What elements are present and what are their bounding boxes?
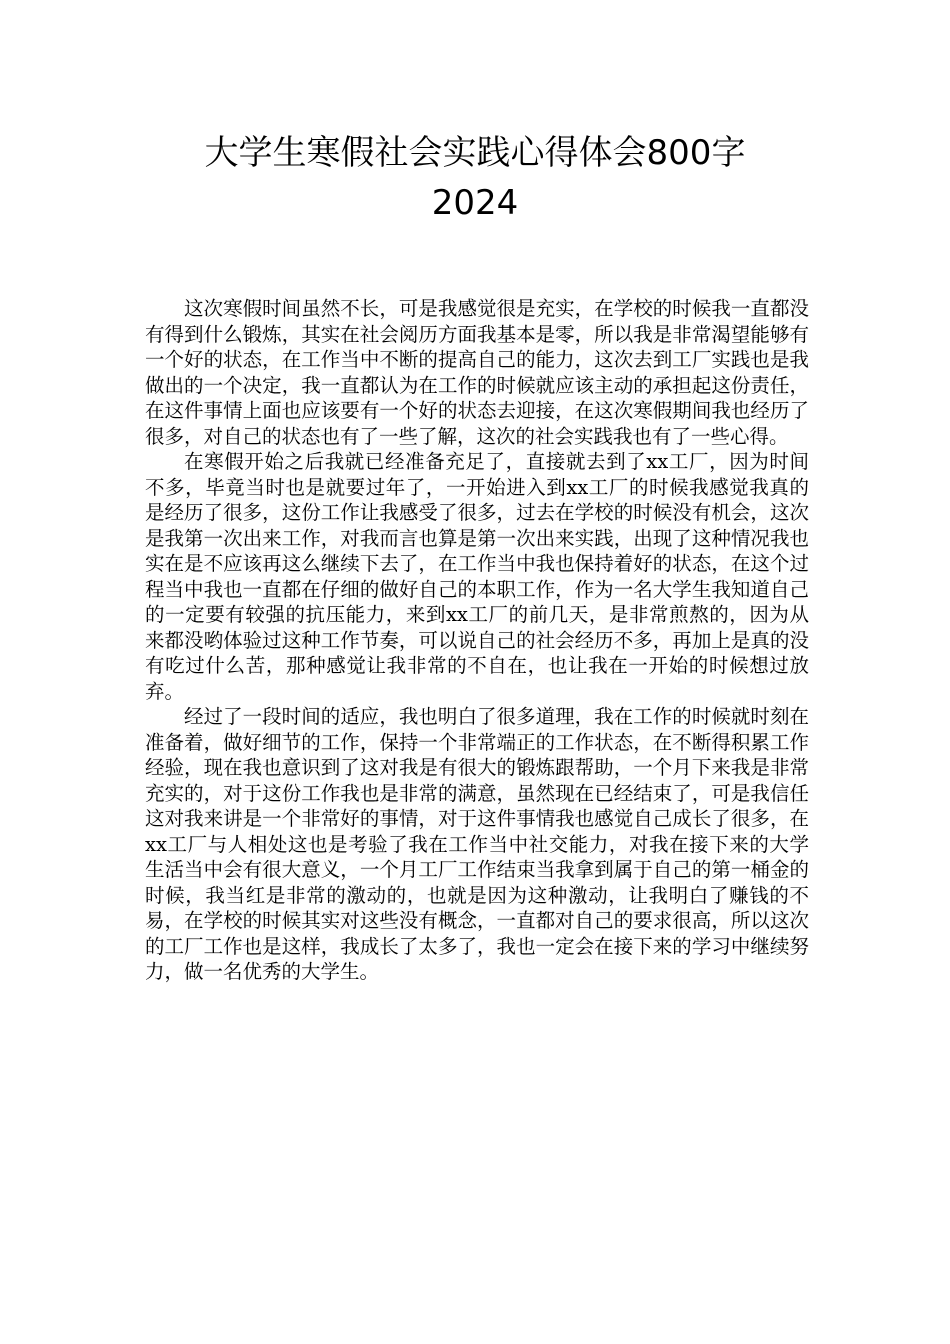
title-line-2: 2024	[431, 183, 519, 223]
paragraph-3: 经过了一段时间的适应，我也明白了很多道理，我在工作的时候就时刻在准备着，做好细节的工作，保持一个非常端正的工作状态，在不断得积累工作经验，现在我也意识到了这对我是有很大的锻炼跟帮助，一个月下来我是非常充实的，对于这份工作我也是非常的满意，虽然现在已经结束了，可是我信任这对我来讲是一个非常好的事情，对于这件事情我也感觉自己成长了很多，在xx工厂与人相处这也是考验了我在工作当中社交能力，对我在接下来的大学生活当中会有很大意义，一个月工厂工作结束当我拿到属于自己的第一桶金的时候，我当红是非常的激动的，也就是因为这种激动，让我明白了赚钱的不易，在学校的时候其实对这些没有概念，一直都对自己的要求很高，所以这次的工厂工作也是这样，我成长了太多了，我也一定会在接下来的学习中继续努力，做一名优秀的大学生。	[145, 705, 809, 983]
title-line-1: 大学生寒假社会实践心得体会800字	[204, 133, 746, 173]
document-body	[145, 296, 809, 985]
paragraph-2: 在寒假开始之后我就已经准备充足了，直接就去到了xx工厂，因为时间不多，毕竟当时也是就要过年了，一开始进入到xx工厂的时候我感觉我真的是经历了很多，这份工作让我感受了很多，过去在学校的时候没有机会，这次是我第一次出来工作，对我而言也算是第一次出来实践，出现了这种情况我也实在是不应该再这么继续下去了，在工作当中我也保持着好的状态，在这个过程当中我也一直都在仔细的做好自己的本职工作，作为一名大学生我知道自己的一定要有较强的抗压能力，来到xx工厂的前几天，是非常煎熬的，因为从来都没哟体验过这种工作节奏，可以说自己的社会经历不多，再加上是真的没有吃过什么苦，那种感觉让我非常的不自在，也让我在一开始的时候想过放弃。	[145, 450, 809, 703]
paragraph-1: 这次寒假时间虽然不长，可是我感觉很是充实，在学校的时候我一直都没有得到什么锻炼，其实在社会阅历方面我基本是零，所以我是非常渴望能够有一个好的状态，在工作当中不断的提高自己的能力，这次去到工厂实践也是我做出的一个决定，我一直都认为在工作的时候就应该主动的承担起这份责任，在这件事情上面也应该要有一个好的状态去迎接，在这次寒假期间我也经历了很多，对自己的状态也有了一些了解，这次的社会实践我也有了一些心得。	[145, 297, 809, 448]
document-title	[100, 128, 850, 228]
